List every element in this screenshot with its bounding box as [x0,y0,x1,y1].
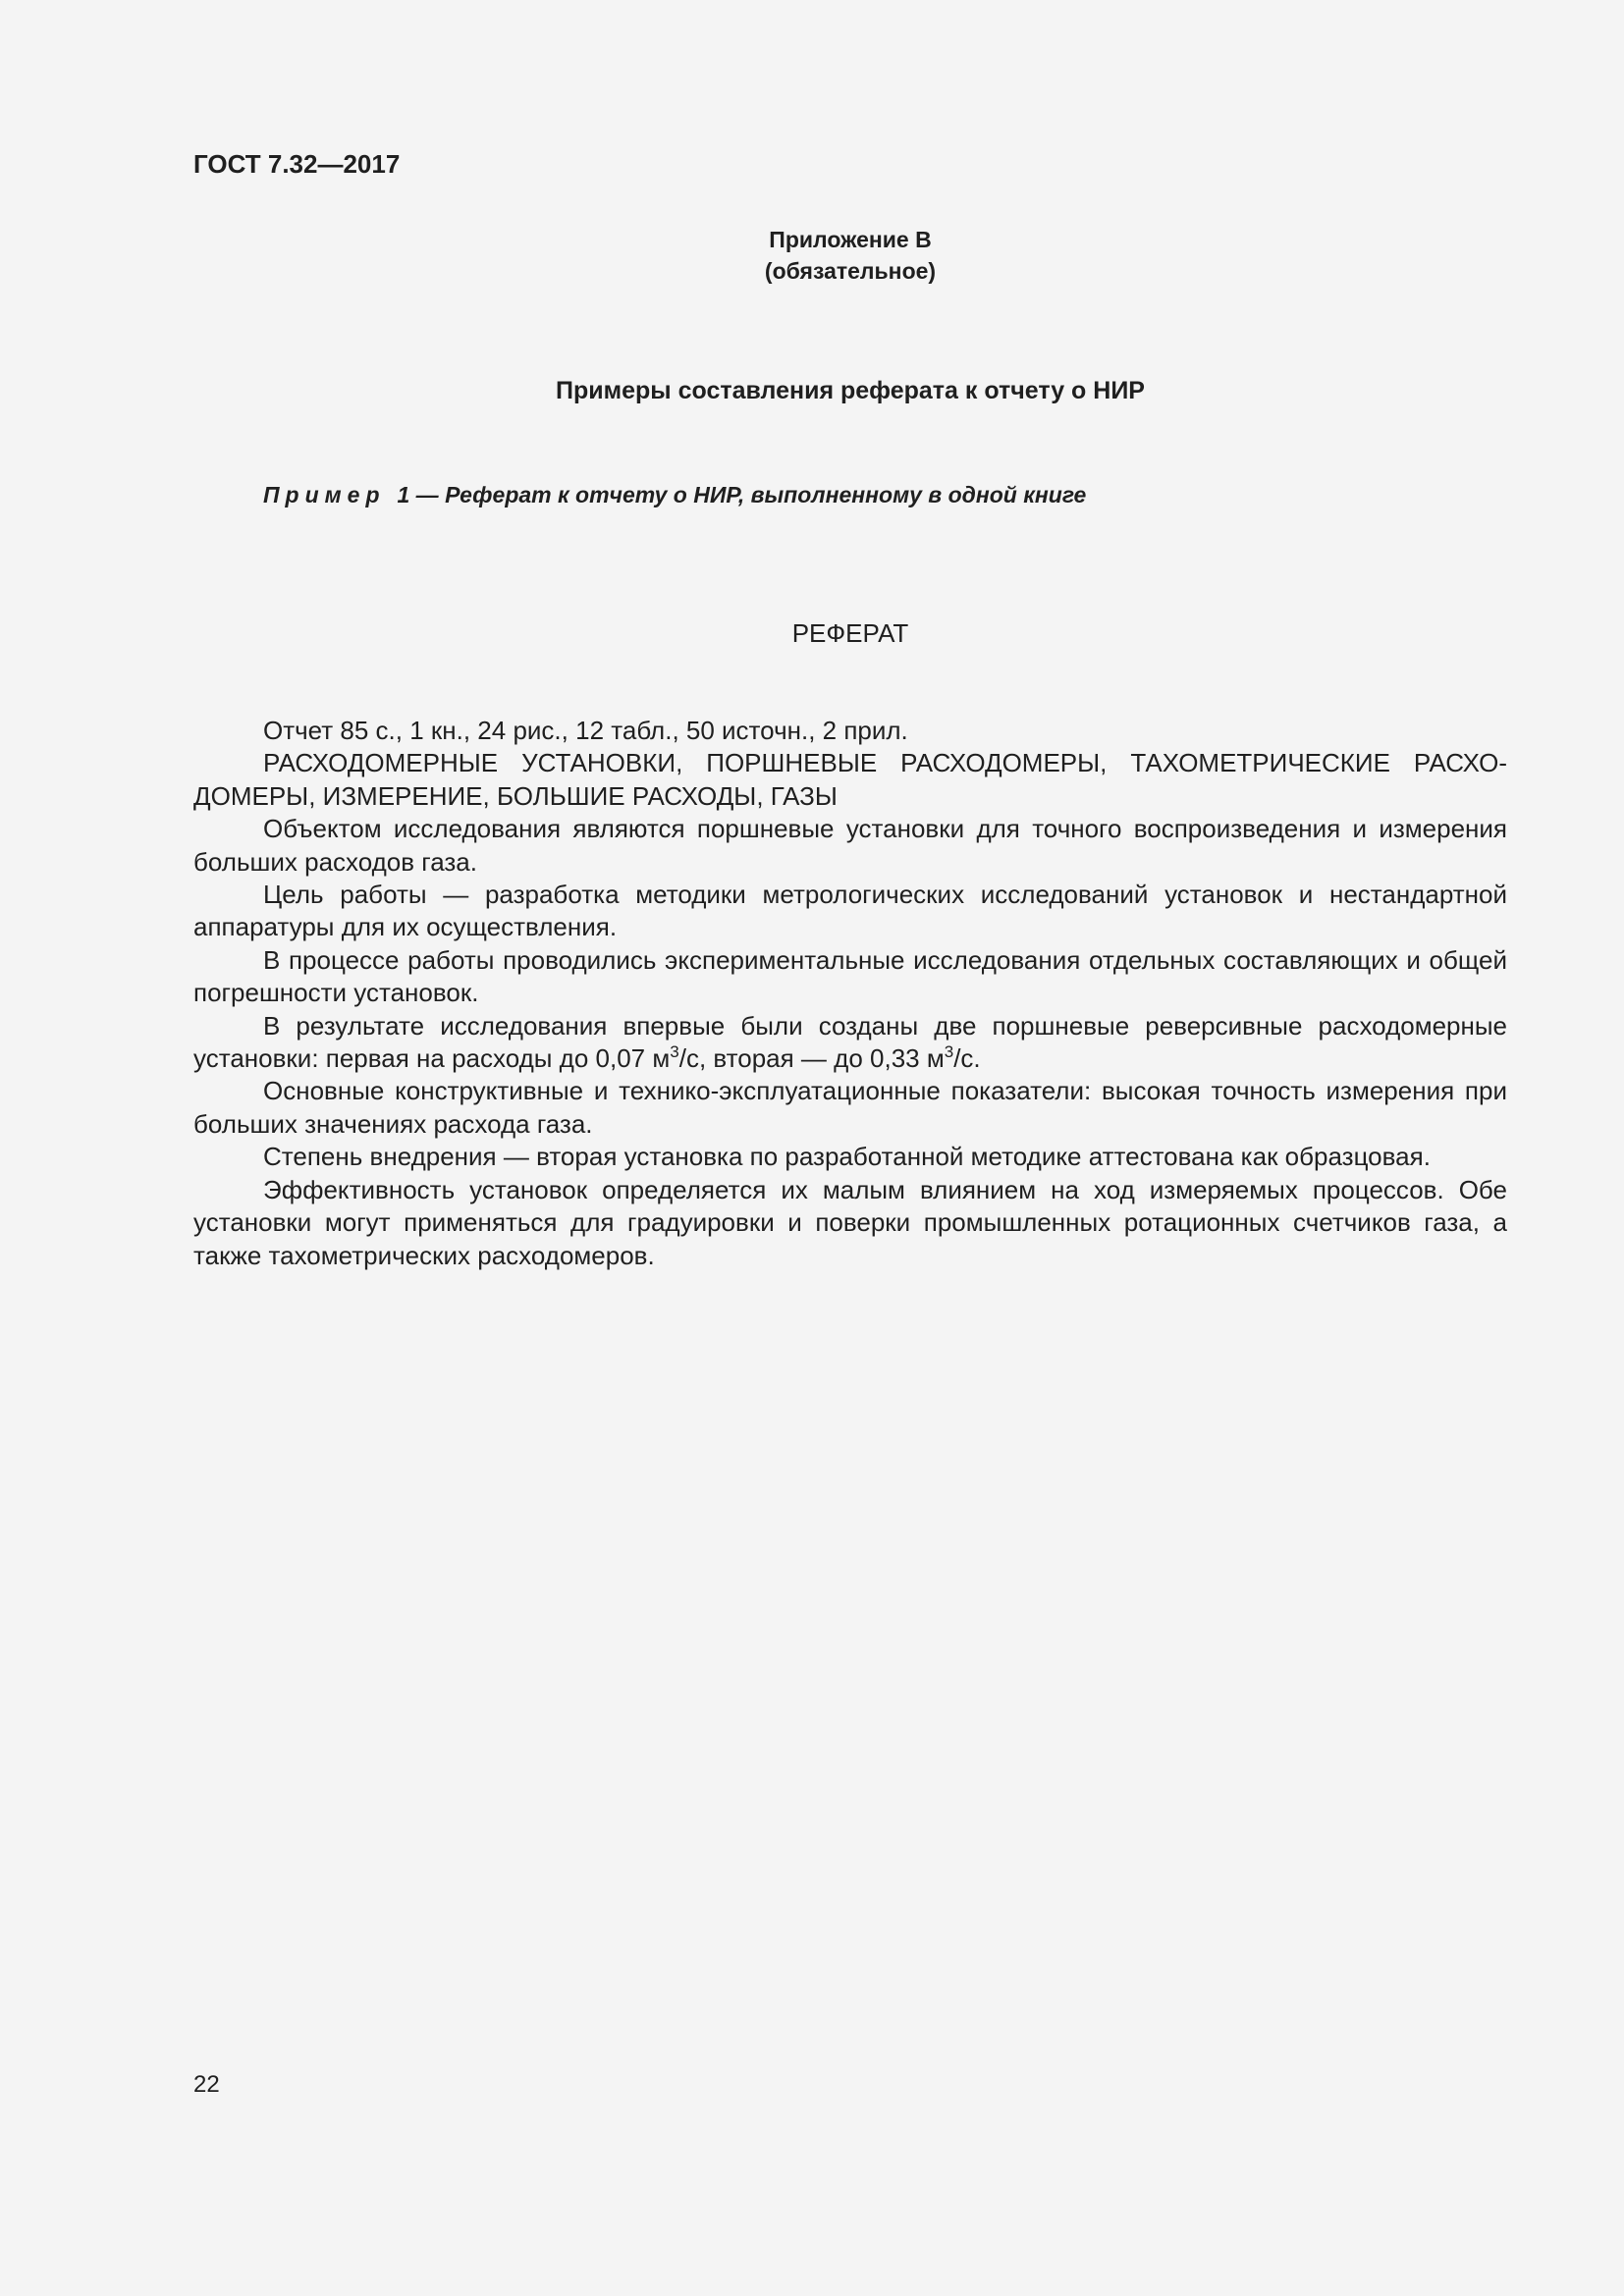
abstract-results-text-3: /с. [953,1043,981,1074]
appendix-title: Приложение В [769,227,932,252]
example-caption-text: 1 — Реферат к отчету о НИР, выполненному в одной книге [397,482,1087,507]
example-caption [263,479,1086,510]
section-title: Примеры составления реферата к отчету о НИР [556,377,1145,404]
abstract-keywords: РАСХОДОМЕРНЫЕ УСТАНОВКИ, ПОРШНЕВЫЕ РАСХОДОМЕРЫ, ТАХОМЕТРИЧЕСКИЕ РАСХОДОМЕРЫ, ИЗМЕРЕНИЕ, БОЛЬШИЕ РАСХОДЫ, ГАЗЫ [193,748,1507,811]
abstract-results-text-1: В результате исследования впервые были созданы две поршневые реверсивные расходомерные установки: первая на расходы до 0,07 м [193,1010,1507,1074]
abstract-object: Объектом исследования являются поршневые установки для точного воспроизведения и измерения больших расходов газа. [193,814,1507,877]
abstract-process: В процессе работы проводились экспериментальные исследования отдельных составляющих и общей погрешности установок. [193,944,1507,1008]
example-label: Пример [263,482,386,507]
abstract-efficiency: Эффективность установок определяется их малым влиянием на ход измеряемых процессов. Обе установки могут применяться для градуировки и поверки промышленных ротационных счетчиков газа, а также тахометрических расходомеров. [193,1174,1507,1270]
abstract-implementation: Степень внедрения — вторая установка по разработанной методике аттестована как образцовая. [263,1142,1431,1172]
abstract-results-superscript-1: 3 [670,1042,679,1062]
abstract-results-superscript-2: 3 [944,1042,954,1062]
abstract-body [193,715,1507,1272]
page-number: 22 [193,2071,220,2098]
abstract-results [193,1010,1507,1076]
abstract-heading: РЕФЕРАТ [791,618,909,648]
appendix-heading [193,224,1507,287]
abstract-goal: Цель работы — разработка методики метрологических исследований установок и нестандартной аппаратуры для их осуществления. [193,880,1507,942]
abstract-indicators: Основные конструктивные и технико-эксплуатационные показатели: высокая точность измерения при больших значениях расхода газа. [193,1076,1507,1139]
abstract-report-stats: Отчет 85 с., 1 кн., 24 рис., 12 табл., 50 источн., 2 прил. [263,716,908,745]
abstract-results-text-2: /с, вторая — до 0,33 м [678,1043,945,1074]
document-code: ГОСТ 7.32—2017 [193,149,401,179]
appendix-status: (обязательное) [764,258,937,284]
